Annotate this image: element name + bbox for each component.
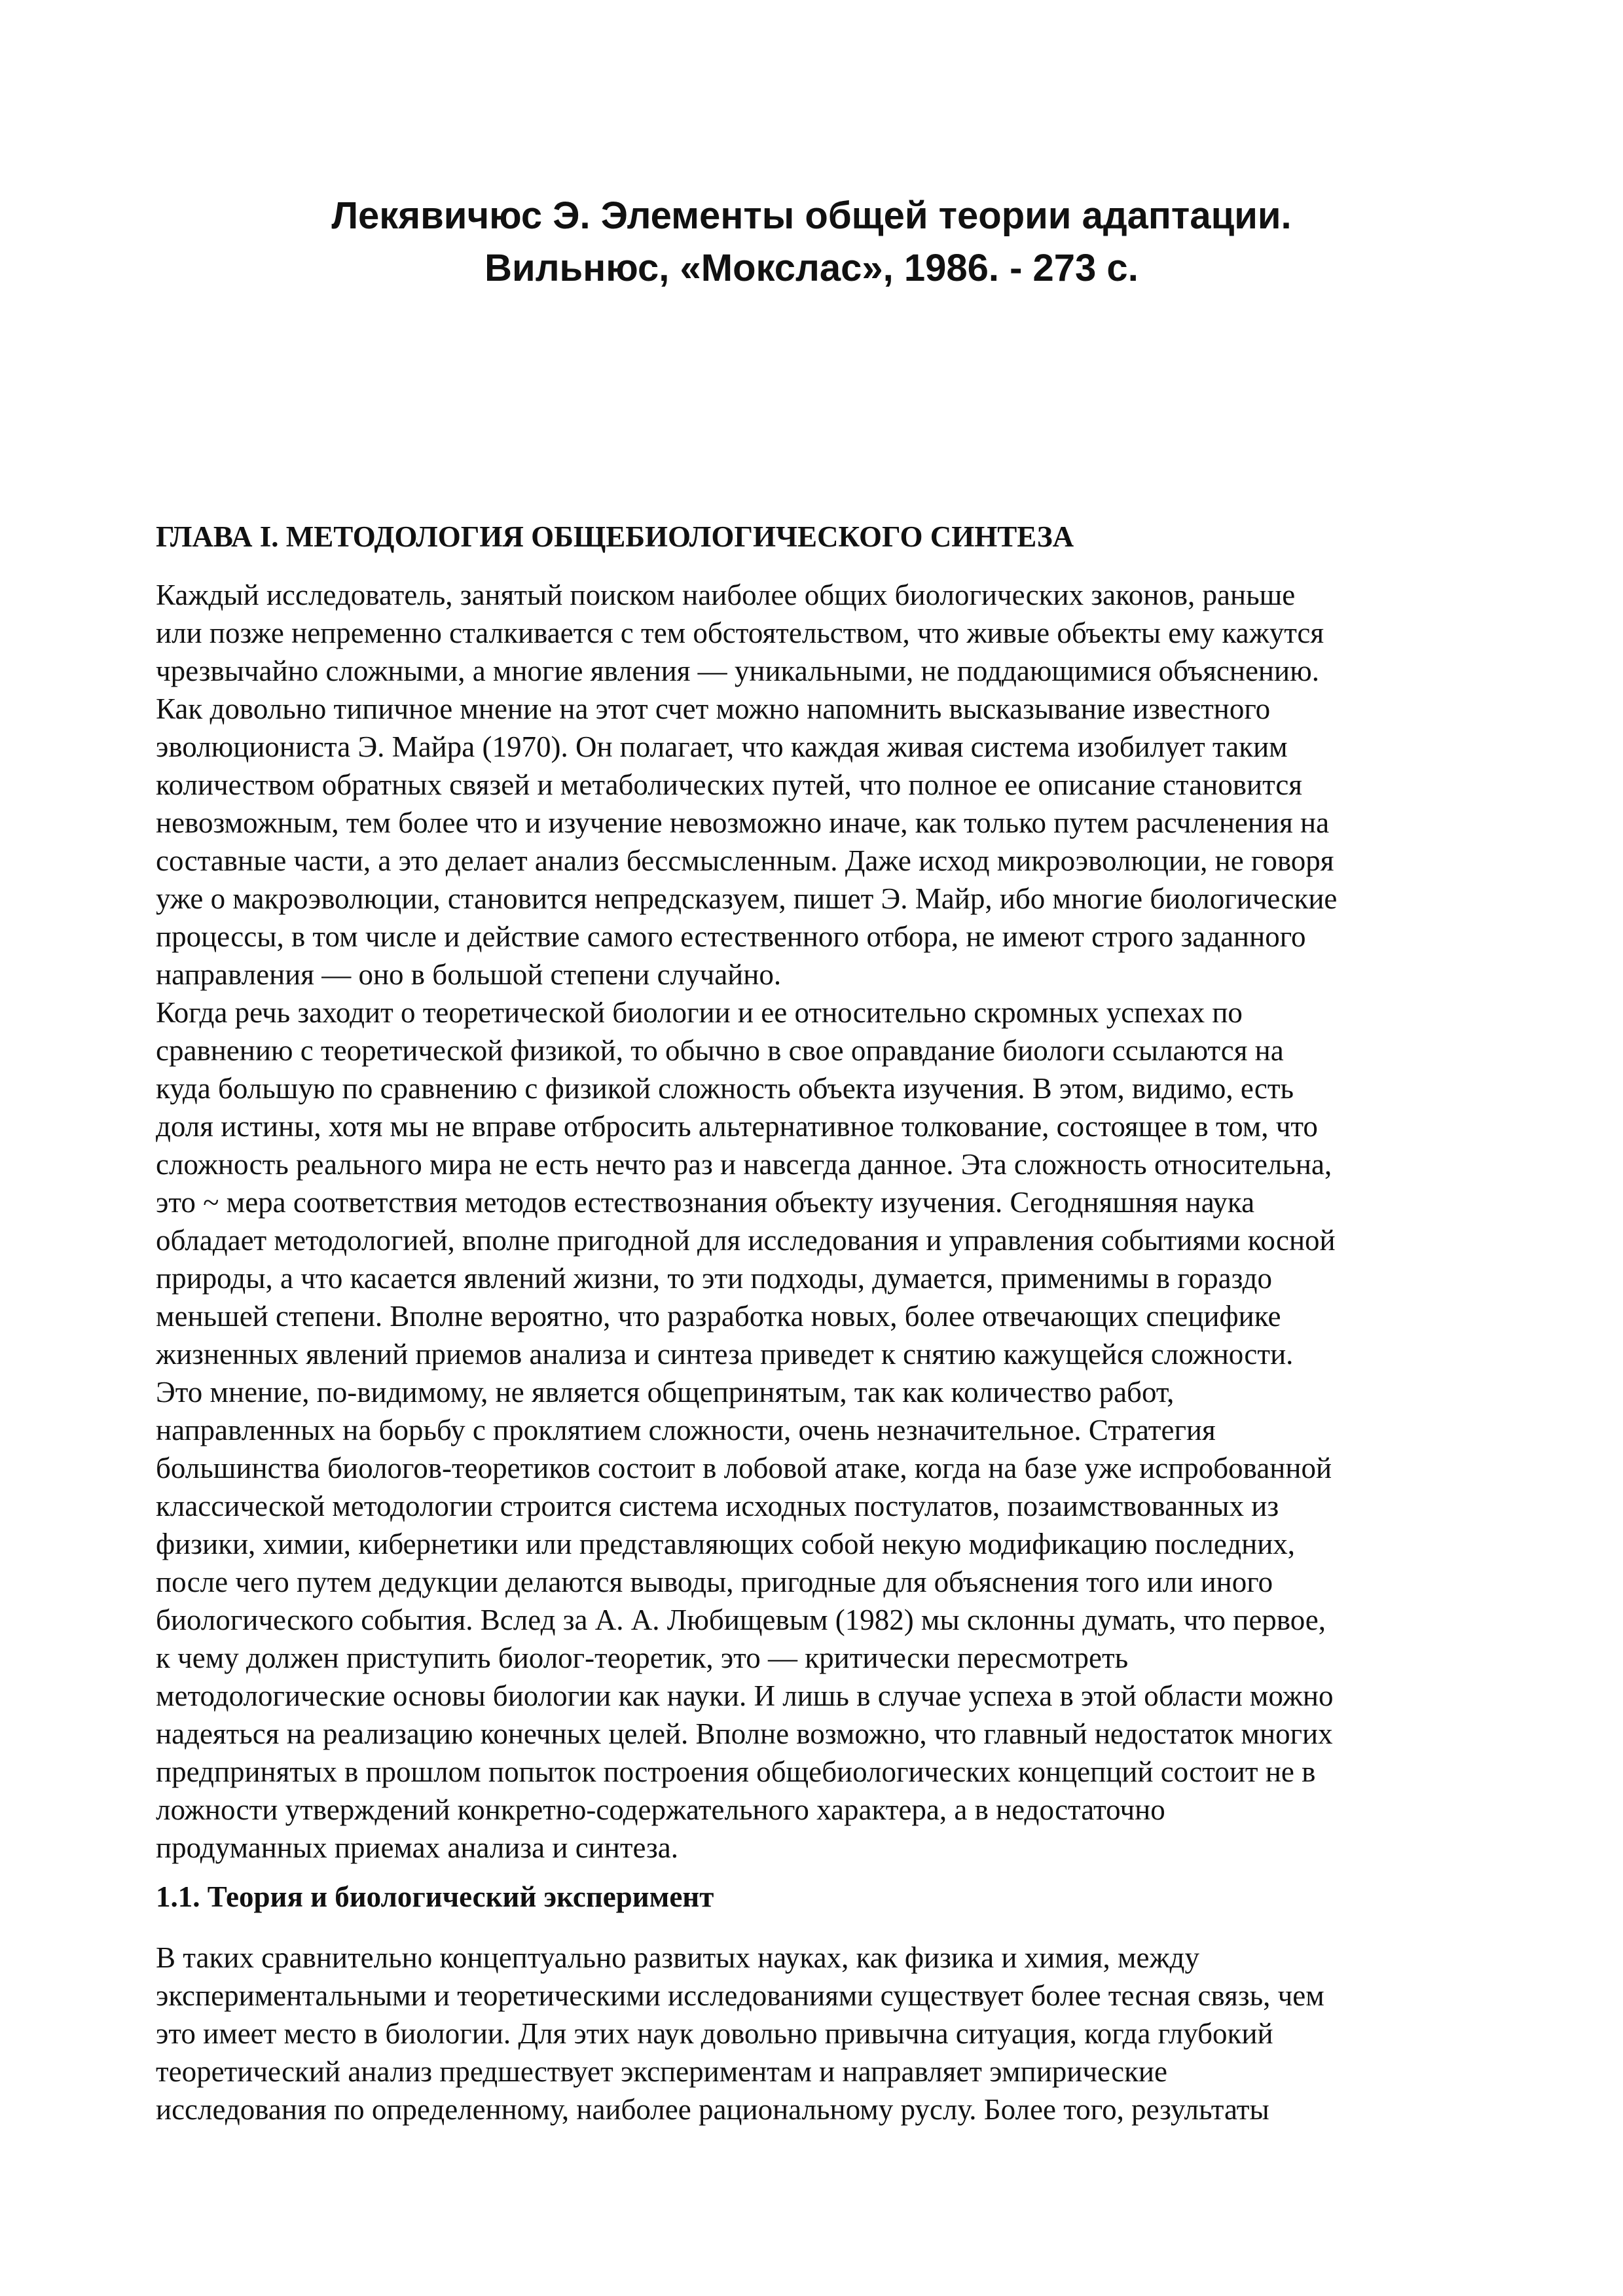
paragraph-2 [156, 994, 1485, 1867]
text-line: эволюциониста Э. Майра (1970). Он полагает, что каждая живая система изобилует таким [156, 730, 1288, 763]
text-line: методологические основы биологии как науки. И лишь в случае успеха в этой области можно [156, 1679, 1334, 1712]
text-line: физики, химии, кибернетики или представляющих собой некую модификацию последних, [156, 1528, 1296, 1560]
text-line: доля истины, хотя мы не вправе отбросить альтернативное толкование, состоящее в том, что [156, 1110, 1318, 1143]
text-line: Это мнение, по-видимому, не является общепринятым, так как количество работ, [156, 1376, 1175, 1408]
document-title [0, 190, 1623, 295]
text-line: это имеет место в биологии. Для этих наук довольно привычна ситуация, когда глубокий [156, 2017, 1273, 2050]
text-line: это ~ мера соответствия методов естествознания объекту изучения. Сегодняшняя наука [156, 1186, 1255, 1219]
text-line: или позже непременно сталкивается с тем обстоятельством, что живые объекты ему кажутся [156, 617, 1324, 649]
text-line: направления — оно в большой степени случайно. [156, 958, 782, 991]
text-line: биологического события. Вслед за А. А. Любищевым (1982) мы склонны думать, что первое, [156, 1604, 1326, 1636]
text-line: сложность реального мира не есть нечто раз и навсегда данное. Эта сложность относительна, [156, 1148, 1332, 1181]
text-line: сравнению с теоретической физикой, то обычно в свое оправдание биологи ссылаются на [156, 1034, 1284, 1067]
text-line: Как довольно типичное мнение на этот счет можно напомнить высказывание известного [156, 692, 1271, 725]
text-line: продуманных приемах анализа и синтеза. [156, 1831, 679, 1864]
text-line: невозможным, тем более что и изучение невозможно иначе, как только путем расчленения на [156, 806, 1330, 839]
text-line: классической методологии строится система исходных постулатов, позаимствованных из [156, 1490, 1279, 1522]
text-line: природы, а что касается явлений жизни, то эти подходы, думается, применимы в гораздо [156, 1262, 1272, 1295]
text-line: к чему должен приступить биолог-теоретик, это — критически пересмотреть [156, 1641, 1129, 1674]
chapter-heading: ГЛАВА I. МЕТОДОЛОГИЯ ОБЩЕБИОЛОГИЧЕСКОГО СИНТЕЗА [156, 520, 1074, 553]
text-line: ложности утверждений конкретно-содержательного характера, а в недостаточно [156, 1793, 1165, 1826]
text-line: большинства биологов-теоретиков состоит в лобовой атаке, когда на базе уже испробованной [156, 1452, 1332, 1484]
text-line: куда большую по сравнению с физикой сложность объекта изучения. В этом, видимо, есть [156, 1072, 1294, 1105]
paragraph-3 [156, 1939, 1485, 2128]
text-line: после чего путем дедукции делаются выводы, пригодные для объяснения того или иного [156, 1566, 1273, 1598]
section-heading: 1.1. Теория и биологический эксперимент [156, 1880, 714, 1913]
text-line: жизненных явлений приемов анализа и синтеза приведет к снятию кажущейся сложности. [156, 1338, 1294, 1371]
text-line: исследования по определенному, наиболее рациональному руслу. Более того, результаты [156, 2093, 1269, 2126]
text-line: надеяться на реализацию конечных целей. Вполне возможно, что главный недостаток многих [156, 1717, 1333, 1750]
text-line: меньшей степени. Вполне вероятно, что разработка новых, более отвечающих специфике [156, 1300, 1281, 1333]
text-line: В таких сравнительно концептуально развитых науках, как физика и химия, между [156, 1941, 1199, 1974]
text-line: предпринятых в прошлом попыток построения общебиологических концепций состоит не в [156, 1755, 1316, 1788]
text-line: теоретический анализ предшествует экспериментам и направляет эмпирические [156, 2055, 1167, 2088]
text-line: Когда речь заходит о теоретической биологии и ее относительно скромных успехах по [156, 996, 1243, 1029]
paragraph-1 [156, 576, 1485, 994]
text-line: направленных на борьбу с проклятием сложности, очень незначительное. Стратегия [156, 1414, 1216, 1446]
text-line: Каждый исследователь, занятый поиском наиболее общих биологических законов, раньше [156, 579, 1296, 611]
text-line: обладает методологией, вполне пригодной для исследования и управления событиями косной [156, 1224, 1336, 1257]
text-line: экспериментальными и теоретическими исследованиями существует более тесная связь, чем [156, 1979, 1324, 2012]
text-line: количеством обратных связей и метаболических путей, что полное ее описание становится [156, 768, 1303, 801]
text-line: чрезвычайно сложными, а многие явления — уникальными, не поддающимися объяснению. [156, 655, 1319, 687]
text-line: процессы, в том числе и действие самого естественного отбора, не имеют строго заданного [156, 920, 1306, 953]
text-line: уже о макроэволюции, становится непредсказуем, пишет Э. Майр, ибо многие биологические [156, 882, 1338, 915]
title-line-1: Лекявичюс Э. Элементы общей теории адаптации. [331, 194, 1292, 237]
title-line-2: Вильнюс, «Мокслас», 1986. - 273 с. [484, 247, 1139, 289]
text-line: составные части, а это делает анализ бессмысленным. Даже исход микроэволюции, не говоря [156, 844, 1334, 877]
